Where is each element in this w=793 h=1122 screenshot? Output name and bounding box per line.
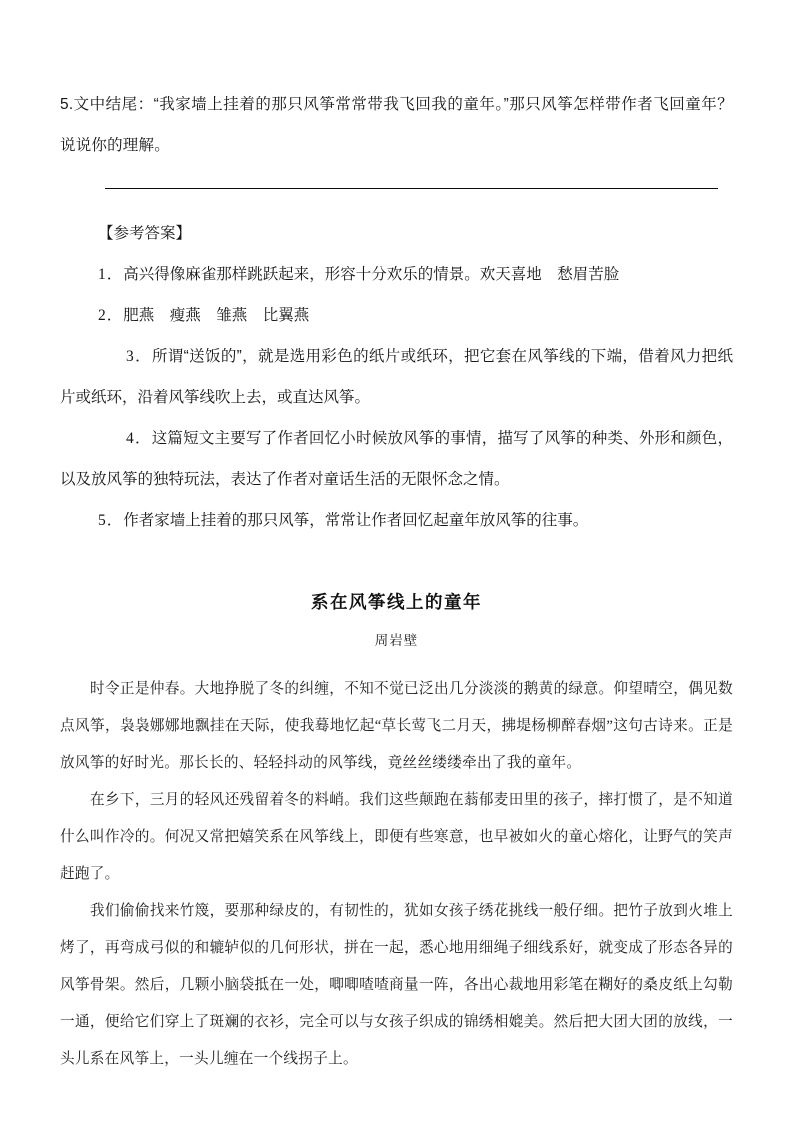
answer-text-1: 高兴得像麻雀那样跳跃起来，形容十分欢乐的情景。欢天喜地 愁眉苦脸	[123, 266, 620, 283]
answer-number-3: 3．	[126, 348, 152, 365]
article-paragraph-1: 时令正是仲春。大地挣脱了冬的纠缠，不知不觉已泛出几分淡淡的鹅黄的绿意。仰望晴空，偶见数点风筝，袅袅娜娜地飘挂在天际，使我蓦地忆起“草长莺飞二月天，拂堤杨柳醉春烟”这句古诗来。正是放风筝的好时光。那长长的、轻轻抖动的风筝线，竟丝丝缕缕牵出了我的童年。	[60, 681, 733, 771]
section-divider	[105, 188, 718, 189]
answer-text-5: 作者家墙上挂着的那只风筝，常常让作者回忆起童年放风筝的往事。	[123, 512, 589, 529]
article-paragraph-3: 我们偷偷找来竹篾，要那种绿皮的，有韧性的，犹如女孩子绣花挑线一般仔细。把竹子放到火堆上烤了，再弯成弓似的和辘轳似的几何形状，拼在一起，悉心地用细绳子细线系好，就变成了形态各异的风筝骨架。然后，几颗小脑袋抵在一处，唧唧喳喳商量一阵，各出心裁地用彩笔在糊好的桑皮纸上勾勒一通，便给它们穿上了斑斓的衣衫，完全可以与女孩子织成的锦绣相媲美。然后把大团大团的放线，一头儿系在风筝上，一头儿缠在一个线拐子上。	[60, 903, 733, 1067]
answer-text-4: 这篇短文主要写了作者回忆小时候放风筝的事情，描写了风筝的种类、外形和颜色，以及放风筝的独特玩法，表达了作者对童话生活的无限怀念之情。	[60, 430, 733, 488]
answer-item-4	[60, 418, 733, 500]
answer-number-5: 5．	[98, 512, 124, 529]
page-content	[60, 0, 733, 1078]
answer-item-3	[60, 336, 733, 418]
answer-number-1: 1．	[98, 266, 124, 283]
answer-item-5	[60, 500, 733, 541]
answer-item-1	[60, 254, 733, 295]
answer-number-2: 2．	[98, 307, 124, 324]
answers-section	[60, 214, 733, 541]
article-paragraph-2: 在乡下，三月的轻风还残留着冬的料峭。我们这些颠跑在蓊郁麦田里的孩子，摔打惯了，是不知道什么叫作冷的。何况又常把嬉笑系在风筝线上，即便有些寒意，也早被如火的童心熔化，让野气的笑声赶跑了。	[60, 792, 733, 882]
answers-heading: 【参考答案】	[98, 225, 192, 242]
answer-item-2	[60, 295, 733, 336]
answer-number-4: 4．	[126, 430, 152, 447]
article-section	[60, 585, 733, 1078]
article-title: 系在风筝线上的童年	[311, 592, 482, 612]
answer-text-2: 肥燕 瘦燕 雏燕 比翼燕	[123, 307, 310, 324]
article-author: 周岩壁	[374, 633, 419, 648]
section-divider-wrap	[60, 166, 733, 214]
question-5-text: 5.文中结尾：“我家墙上挂着的那只风筝常常带我飞回我的童年。”那只风筝怎样带作者飞回童年？说说你的理解。	[60, 96, 733, 154]
answer-text-3: 所谓“送饭的”，就是选用彩色的纸片或纸环，把它套在风筝线的下端，借着风力把纸片或纸环，沿着风筝线吹上去，或直达风筝。	[60, 348, 733, 406]
question-block	[60, 0, 733, 166]
